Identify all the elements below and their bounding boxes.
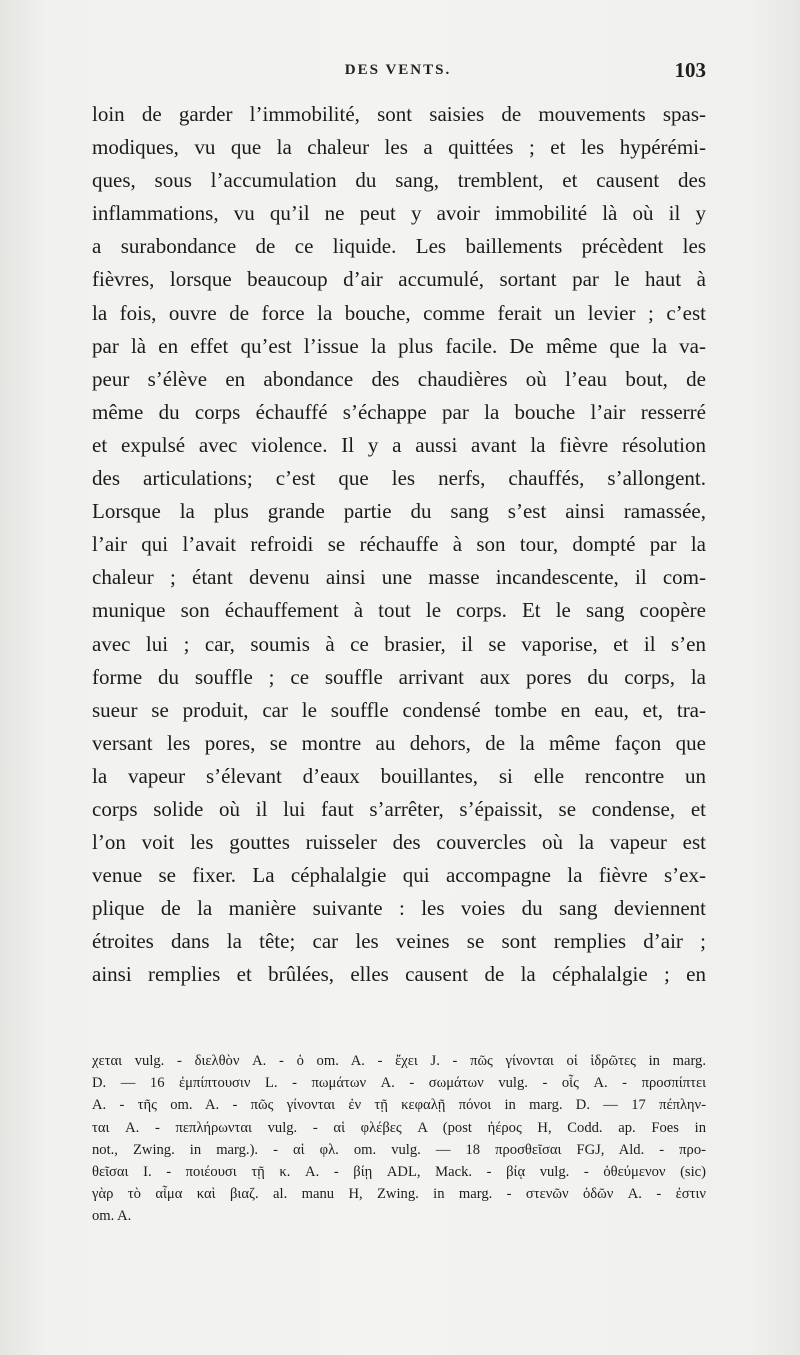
footnote-line: χεται vulg. - διελθὸν A. - ὁ om. A. - ἔχει J. - πῶς γίνονται οἱ ἱδρῶτες in marg. bbox=[92, 1053, 706, 1069]
text-line: a surabondance de ce liquide. Les baillements précèdent les bbox=[92, 234, 706, 259]
text-line: ainsi remplies et brûlées, elles causent de la céphalalgie ; en bbox=[92, 962, 706, 987]
text-line: corps solide où il lui faut s’arrêter, s’épaissit, se condense, et bbox=[92, 796, 706, 821]
text-line: munique son échauffement à tout le corps. Et le sang coopère bbox=[92, 598, 706, 623]
page-header bbox=[90, 58, 706, 92]
text-line: modiques, vu que la chaleur les a quittées ; et les hypérémi- bbox=[92, 135, 706, 160]
text-line: versant les pores, se montre au dehors, de la même façon que bbox=[92, 730, 706, 755]
text-line: par là en effet qu’est l’issue la plus facile. De même que la va- bbox=[92, 333, 706, 358]
footnotes bbox=[92, 1050, 706, 1228]
running-title: DES VENTS. bbox=[344, 62, 452, 78]
text-line: chaleur ; étant devenu ainsi une masse incandescente, il com- bbox=[92, 565, 706, 590]
text-line: la fois, ouvre de force la bouche, comme ferait un levier ; c’est bbox=[92, 300, 706, 325]
text-line: forme du souffle ; ce souffle arrivant aux pores du corps, la bbox=[92, 664, 706, 689]
text-line: inflammations, vu qu’il ne peut y avoir immobilité là où il y bbox=[92, 201, 706, 226]
footnote-line: D. — 16 ἐμπίπτουσιν L. - πωμάτων A. - σωμάτων vulg. - οἷς A. - προσπίπτει bbox=[92, 1075, 706, 1092]
footnote-line: not., Zwing. in marg.). - αἱ φλ. om. vulg. — 18 προσθεῖσαι FGJ, Ald. - προ- bbox=[92, 1141, 706, 1158]
text-line: avec lui ; car, soumis à ce brasier, il se vaporise, et il s’en bbox=[92, 631, 706, 656]
footnote-line: θεῖσαι I. - ποιέουσι τῇ κ. A. - βίῃ ADL, Mack. - βίᾳ vulg. - ὀθεύμενον (sic) bbox=[92, 1163, 706, 1180]
text-line: Lorsque la plus grande partie du sang s’est ainsi ramassée, bbox=[92, 499, 706, 524]
text-line: l’air qui l’avait refroidi se réchauffe à son tour, dompté par la bbox=[92, 532, 706, 557]
text-line: l’on voit les gouttes ruisseler des couvercles où la vapeur est bbox=[92, 830, 706, 855]
text-line: même du corps échauffé s’échappe par la bouche l’air resserré bbox=[92, 399, 706, 424]
footnote-line: γὰρ τὸ αἷμα καὶ βιαζ. al. manu H, Zwing. in marg. - στενῶν ὁδῶν A. - ἐστιν bbox=[92, 1186, 706, 1203]
text-line: et expulsé avec violence. Il y a aussi avant la fièvre résolution bbox=[92, 432, 706, 457]
footnote-line: A. - τῆς om. A. - πῶς γίνονται ἐν τῇ κεφαλῇ πόνοι in marg. D. — 17 πέπλην- bbox=[92, 1097, 706, 1114]
footnote-line: om. A. bbox=[92, 1208, 132, 1225]
page-number: 103 bbox=[674, 58, 706, 82]
text-line: étroites dans la tête; car les veines se sont remplies d’air ; bbox=[92, 929, 706, 954]
text-line: loin de garder l’immobilité, sont saisies de mouvements spas- bbox=[92, 102, 706, 126]
text-line: fièvres, lorsque beaucoup d’air accumulé, sortant par le haut à bbox=[92, 267, 706, 292]
text-line: la vapeur s’élevant d’eaux bouillantes, si elle rencontre un bbox=[92, 763, 706, 788]
main-text bbox=[92, 98, 706, 992]
footnote-line: ται A. - πεπλήρωνται vulg. - αἱ φλέβες A (post ἠέρος H, Codd. ap. Foes in bbox=[92, 1119, 706, 1136]
text-line: plique de la manière suivante : les voies du sang deviennent bbox=[92, 896, 706, 921]
text-line: sueur se produit, car le souffle condensé tombe en eau, et, tra- bbox=[92, 697, 706, 722]
text-line: des articulations; c’est que les nerfs, chauffés, s’allongent. bbox=[92, 466, 706, 491]
text-line: peur s’élève en abondance des chaudières où l’eau bout, de bbox=[92, 366, 706, 391]
text-line: ques, sous l’accumulation du sang, tremblent, et causent des bbox=[92, 168, 706, 193]
text-line: venue se fixer. La céphalalgie qui accompagne la fièvre s’ex- bbox=[92, 863, 706, 888]
